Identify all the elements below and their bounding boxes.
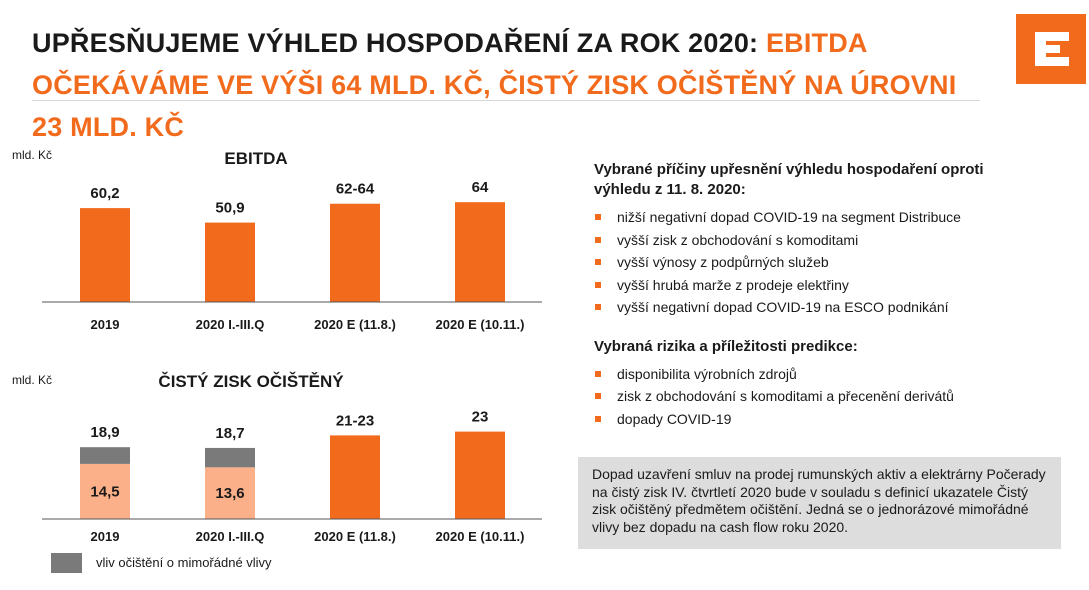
reason-item: [594, 206, 1014, 229]
risk-item-text: dopady COVID-19: [617, 410, 732, 427]
x-tick-label: 2020 I.-III.Q: [195, 317, 265, 332]
risk-item: [594, 363, 1014, 386]
reasons-panel: [594, 160, 1014, 430]
bar-total-label: 23: [471, 408, 489, 426]
reasons-title: Vybrané příčiny upřesnění výhledu hospodaření oproti výhledu z 11. 8. 2020:: [594, 161, 984, 198]
x-tick-label: 2020 E (10.11.): [435, 529, 525, 544]
cez-logo-icon: [1016, 14, 1086, 84]
bar-total-label: 18,9: [90, 424, 120, 442]
legend-swatch-adjustment: [51, 553, 82, 573]
net-income-bar: [330, 435, 380, 519]
net-income-bar-adjustment: [80, 447, 130, 464]
risk-item: [594, 385, 1014, 408]
net-income-bar: [455, 432, 505, 519]
reason-item-text: nižší negativní dopad COVID-19 na segment Distribuce: [617, 209, 961, 225]
bar-value-label: 60,2: [90, 185, 120, 203]
x-tick-label: 2019: [90, 529, 120, 544]
bar-value-label: 50,9: [215, 199, 245, 217]
ebitda-bar: [80, 208, 130, 302]
bar-value-label: 64: [471, 179, 489, 197]
bar-total-label: 21-23: [335, 412, 375, 430]
reasons-list: [594, 206, 1014, 319]
risks-list: [594, 363, 1014, 431]
x-tick-label: 2020 E (11.8.): [314, 317, 396, 332]
reason-item: [594, 251, 1014, 274]
risks-title: Vybraná rizika a příležitosti predikce:: [594, 337, 858, 355]
x-tick-label: 2020 E (11.8.): [314, 529, 396, 544]
bullet-icon: [595, 416, 601, 422]
x-tick-label: 2020 I.-III.Q: [195, 529, 265, 544]
ebitda-bar: [330, 204, 380, 302]
reason-item: [594, 274, 1014, 297]
reason-item-text: vyšší zisk z obchodování s komoditami: [617, 231, 859, 248]
title-part-1: UPŘESŇUJEME VÝHLED HOSPODAŘENÍ ZA ROK 2020:: [32, 28, 766, 58]
note-box: Dopad uzavření smluv na prodej rumunských aktiv a elektrárny Počerady na čistý zisk IV. čtvrtletí 2020 bude v souladu s definicí ukazatele Čistý zisk očištěný předmětem očištění. Jedná se o jednorázové mimořádné vlivy bez dopadu na cash flow roku 2020.: [578, 457, 1061, 549]
bullet-icon: [595, 214, 601, 220]
reason-item: [594, 229, 1014, 252]
bullet-icon: [595, 393, 601, 399]
bullet-icon: [595, 282, 601, 288]
bar-total-label: 18,7: [215, 424, 245, 442]
segment-value-label: 13,6: [215, 485, 245, 503]
reason-item-text: vyšší negativní dopad COVID-19 na ESCO podnikání: [617, 299, 949, 315]
x-tick-label: 2020 E (10.11.): [435, 317, 525, 332]
bullet-icon: [595, 237, 601, 243]
reason-item-text: vyšší výnosy z podpůrných služeb: [617, 254, 829, 270]
unit-label: mld. Kč: [12, 148, 53, 162]
reason-item-text: vyšší hrubá marže z prodeje elektřiny: [617, 276, 849, 293]
title-part-2: EBITDA OČEKÁVÁME VE VÝŠI 64 MLD. KČ, ČISTÝ ZISK OČIŠTĚNÝ NA ÚROVNI 23 MLD. KČ: [32, 28, 957, 142]
risk-item: [594, 408, 1014, 431]
ebitda-bar: [205, 223, 255, 302]
risk-item-text: zisk z obchodování s komoditami a přecenění derivátů: [617, 388, 954, 404]
x-tick-label: 2019: [90, 317, 120, 332]
bullet-icon: [595, 371, 601, 377]
chart-title: EBITDA: [224, 149, 288, 168]
bullet-icon: [595, 259, 601, 265]
reason-item: [594, 296, 1014, 319]
chart-title: ČISTÝ ZISK OČIŠTĚNÝ: [158, 372, 344, 391]
ebitda-bar: [455, 202, 505, 302]
legend-label: vliv očištění o mimořádné vlivy: [96, 555, 272, 570]
unit-label: mld. Kč: [12, 373, 53, 387]
risk-item-text: disponibilita výrobních zdrojů: [617, 365, 797, 382]
segment-value-label: 14,5: [90, 483, 120, 501]
bullet-icon: [595, 304, 601, 310]
net-income-bar-adjustment: [205, 448, 255, 467]
bar-value-label: 62-64: [335, 180, 375, 198]
